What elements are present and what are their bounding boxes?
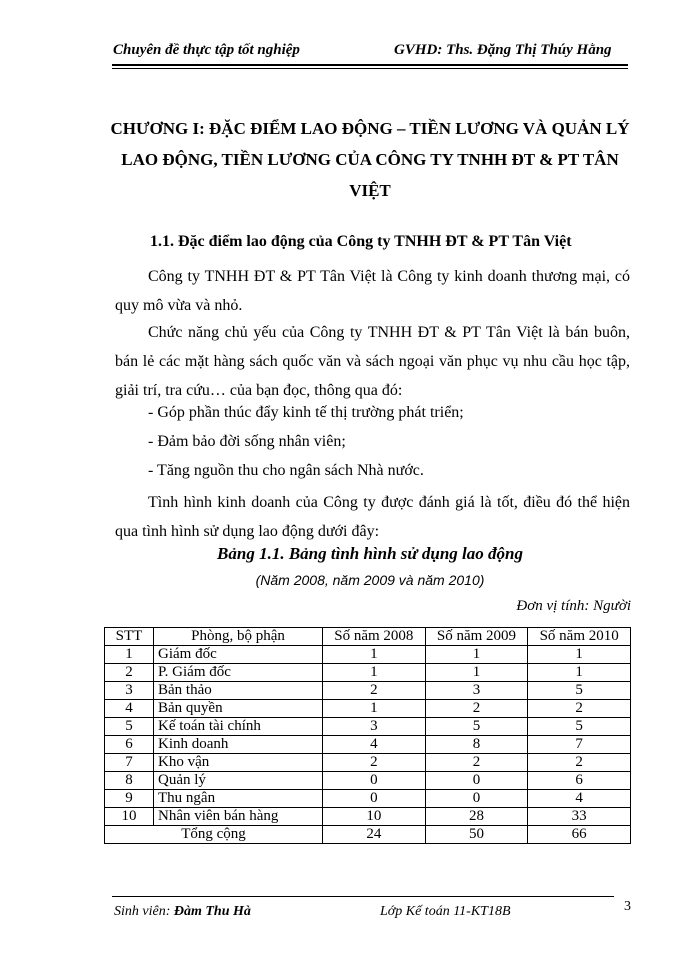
table-total-row [105, 826, 631, 844]
paragraph-main-function: Chức năng chủ yếu của Công ty TNHH ĐT & PT Tân Việt là bán buôn, bán lẻ các mặt hàng sách quốc văn và sách ngoại văn phục vụ nhu cầu học tập, giải trí, tra cứu… của bạn đọc, thông qua đó: [115, 324, 630, 399]
page-number: 3 [624, 899, 631, 914]
table-cell: 1 [528, 646, 631, 664]
table-title: Bảng 1.1. Bảng tình hình sử dụng lao động [217, 544, 523, 563]
table-cell: Kho vận [154, 754, 323, 772]
table-cell: 7 [528, 736, 631, 754]
table-cell: Kế toán tài chính [154, 718, 323, 736]
header-cell: Phòng, bộ phận [154, 628, 323, 646]
section-title: 1.1. Đặc điểm lao động của Công ty TNHH ĐT & PT Tân Việt [150, 233, 572, 250]
header-divider-thin [112, 68, 628, 69]
table-cell: 6 [528, 772, 631, 790]
table-subtitle: (Năm 2008, năm 2009 và năm 2010) [255, 572, 485, 588]
chapter-title: CHƯƠNG I: ĐẶC ĐIỂM LAO ĐỘNG – TIỀN LƯƠNG VÀ QUẢN LÝ LAO ĐỘNG, TIỀN LƯƠNG CỦA CÔNG TY TNHH ĐT & PT TÂN VIỆT [110, 119, 630, 200]
table-cell: 4 [323, 736, 426, 754]
table-cell: 1 [425, 646, 528, 664]
table-cell: 2 [105, 664, 154, 682]
table-cell: 2 [323, 682, 426, 700]
table-cell: 5 [425, 718, 528, 736]
paragraph-business-situation: Tình hình kinh doanh của Công ty được đánh giá là tốt, điều đó thể hiện qua tình hình sử dụng lao động dưới đây: [115, 494, 630, 540]
total-cell: 66 [528, 826, 631, 844]
table-row [105, 790, 631, 808]
table-header-row [105, 628, 631, 646]
table-row [105, 682, 631, 700]
table-cell: 6 [105, 736, 154, 754]
table-cell: Giám đốc [154, 646, 323, 664]
table-cell: 0 [425, 790, 528, 808]
table-cell: Kinh doanh [154, 736, 323, 754]
table-row [105, 736, 631, 754]
labor-table [104, 627, 631, 844]
table-cell: 3 [105, 682, 154, 700]
table-unit: Đơn vị tính: Người [516, 598, 631, 614]
table-cell: 9 [105, 790, 154, 808]
header-cell: Số năm 2008 [323, 628, 426, 646]
footer-student [114, 904, 251, 920]
table-cell: 1 [528, 664, 631, 682]
bullet-item: - Góp phần thúc đẩy kinh tế thị trường phát triển; [148, 404, 464, 421]
table-cell: 0 [425, 772, 528, 790]
table-cell: 2 [425, 754, 528, 772]
table-row [105, 664, 631, 682]
table-cell: Quản lý [154, 772, 323, 790]
table-cell: Bản thảo [154, 682, 323, 700]
table-cell: 5 [105, 718, 154, 736]
table-cell: 3 [323, 718, 426, 736]
footer-student-name: Đàm Thu Hà [173, 904, 251, 919]
table-cell: 33 [528, 808, 631, 826]
header-divider [112, 64, 628, 66]
table-cell: 2 [425, 700, 528, 718]
table-cell: Bản quyền [154, 700, 323, 718]
table-row [105, 772, 631, 790]
bullet-item: - Đảm bảo đời sống nhân viên; [148, 433, 346, 450]
total-label: Tổng cộng [105, 826, 323, 844]
table-cell: 2 [528, 700, 631, 718]
table-row [105, 718, 631, 736]
header-course-title: Chuyên đề thực tập tốt nghiệp [113, 42, 300, 58]
table-cell: 8 [425, 736, 528, 754]
table-cell: 4 [105, 700, 154, 718]
table-cell: 2 [323, 754, 426, 772]
table-cell: 1 [323, 700, 426, 718]
header-cell: Số năm 2010 [528, 628, 631, 646]
table-cell: Thu ngân [154, 790, 323, 808]
table-row [105, 808, 631, 826]
table-cell: 1 [105, 646, 154, 664]
table-cell: 0 [323, 790, 426, 808]
bullet-item: - Tăng nguồn thu cho ngân sách Nhà nước. [148, 462, 424, 479]
header-cell: STT [105, 628, 154, 646]
table-cell: 7 [105, 754, 154, 772]
table-cell: 1 [425, 664, 528, 682]
table-row [105, 646, 631, 664]
table-cell: 10 [105, 808, 154, 826]
total-cell: 50 [425, 826, 528, 844]
table-cell: Nhân viên bán hàng [154, 808, 323, 826]
header-advisor: GVHD: Ths. Đặng Thị Thúy Hằng [394, 42, 612, 58]
paragraph-company-intro: Công ty TNHH ĐT & PT Tân Việt là Công ty kinh doanh thương mại, có quy mô vừa và nhỏ. [115, 268, 630, 314]
table-cell: 2 [528, 754, 631, 772]
table-cell: 1 [323, 664, 426, 682]
total-cell: 24 [323, 826, 426, 844]
table-cell: 5 [528, 718, 631, 736]
table-cell: 28 [425, 808, 528, 826]
table-cell: 1 [323, 646, 426, 664]
header-cell: Số năm 2009 [425, 628, 528, 646]
table-cell: 5 [528, 682, 631, 700]
table-row [105, 754, 631, 772]
table-cell: 10 [323, 808, 426, 826]
footer-divider [112, 896, 614, 897]
table-cell: 3 [425, 682, 528, 700]
table-cell: 4 [528, 790, 631, 808]
table-row [105, 700, 631, 718]
footer-class: Lớp Kế toán 11-KT18B [380, 904, 511, 919]
table-cell: P. Giám đốc [154, 664, 323, 682]
table-cell: 8 [105, 772, 154, 790]
footer-student-label: Sinh viên: [114, 904, 174, 919]
table-cell: 0 [323, 772, 426, 790]
